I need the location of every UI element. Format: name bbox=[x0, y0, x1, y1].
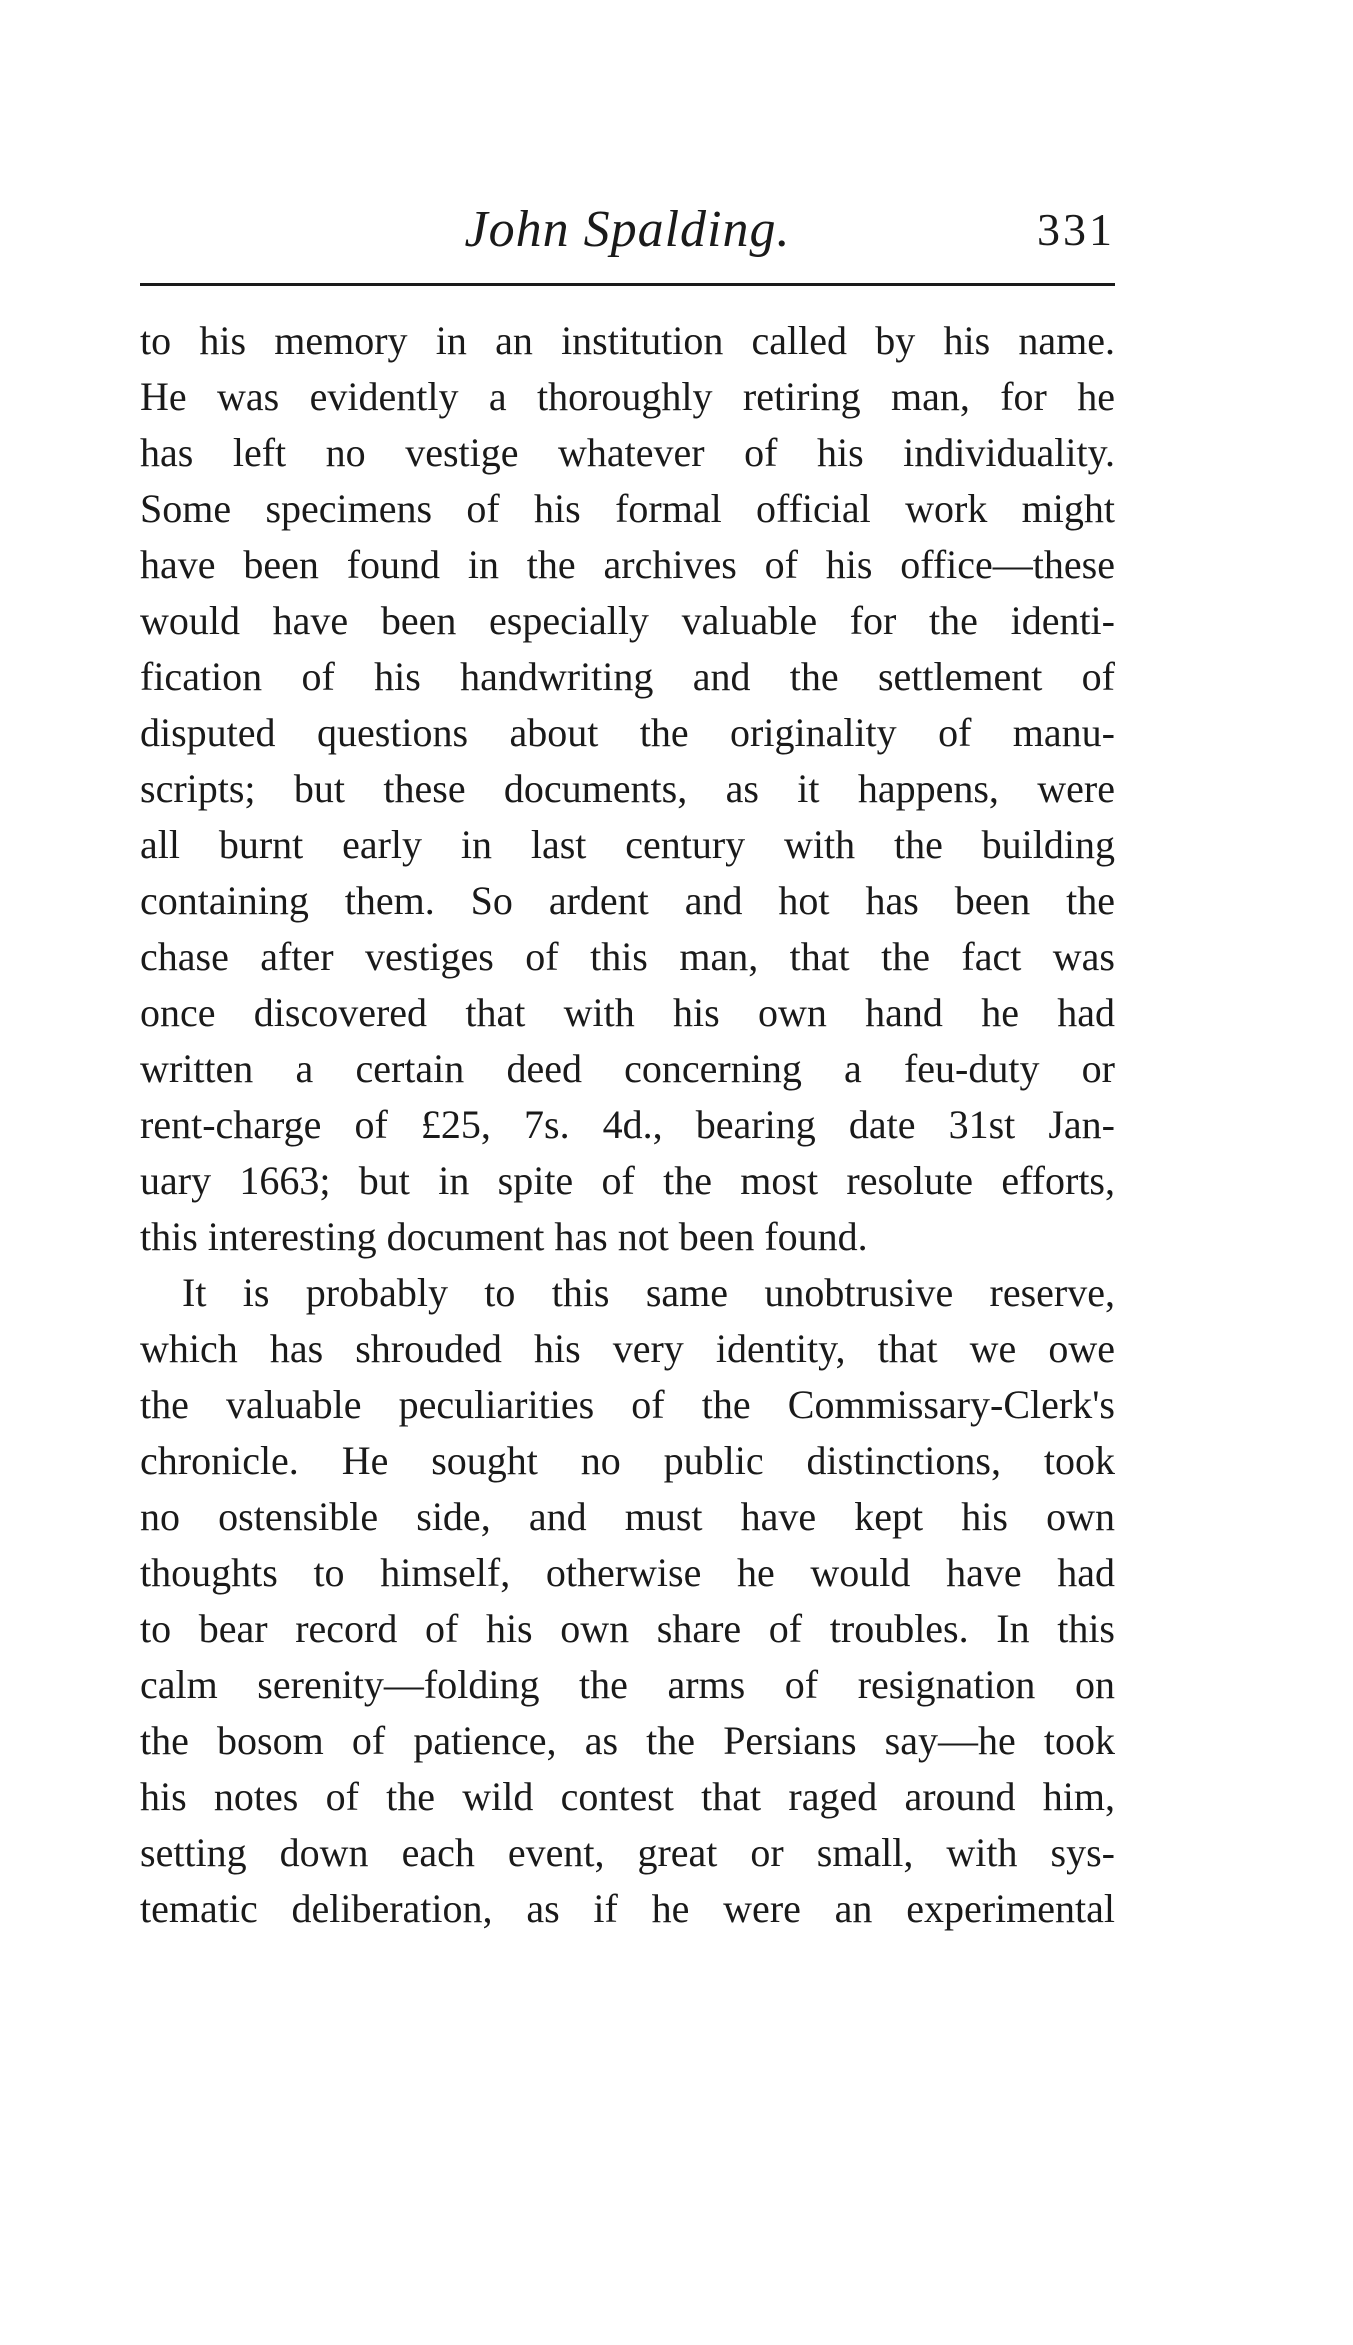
text-line: would have been especially valuable for the identi- bbox=[140, 598, 1115, 643]
text-line: has left no vestige whatever of his individuality. bbox=[140, 430, 1115, 475]
text-line: thoughts to himself, otherwise he would have had bbox=[140, 1550, 1115, 1595]
text-line: this interesting document has not been found. bbox=[140, 1214, 868, 1259]
text-line: no ostensible side, and must have kept his own bbox=[140, 1494, 1115, 1539]
text-line: once discovered that with his own hand he had bbox=[140, 990, 1115, 1035]
text-line: Some specimens of his formal official work might bbox=[140, 486, 1115, 531]
text-line: disputed questions about the originality of manu- bbox=[140, 710, 1115, 755]
text-line: the valuable peculiarities of the Commissary-Clerk's bbox=[140, 1382, 1115, 1427]
running-head bbox=[140, 190, 1115, 270]
text-line: fication of his handwriting and the settlement of bbox=[140, 654, 1115, 699]
text-line: It is probably to this same unobtrusive reserve, bbox=[182, 1270, 1115, 1315]
text-line: all burnt early in last century with the building bbox=[140, 822, 1115, 867]
text-line: setting down each event, great or small, with sys- bbox=[140, 1830, 1115, 1875]
text-line: chronicle. He sought no public distinctions, took bbox=[140, 1438, 1115, 1483]
text-line: rent-charge of £25, 7s. 4d., bearing date 31st Jan- bbox=[140, 1102, 1115, 1147]
text-line: calm serenity—folding the arms of resignation on bbox=[140, 1662, 1115, 1707]
text-line: have been found in the archives of his office—these bbox=[140, 542, 1115, 587]
text-line: containing them. So ardent and hot has been the bbox=[140, 878, 1115, 923]
running-title: John Spalding. bbox=[464, 201, 791, 258]
page-number: 331 bbox=[1037, 204, 1115, 255]
text-line: uary 1663; but in spite of the most resolute efforts, bbox=[140, 1158, 1115, 1203]
text-line: scripts; but these documents, as it happens, were bbox=[140, 766, 1115, 811]
text-line: chase after vestiges of this man, that the fact was bbox=[140, 934, 1115, 979]
text-line: the bosom of patience, as the Persians say—he took bbox=[140, 1718, 1115, 1763]
text-line: tematic deliberation, as if he were an experimental bbox=[140, 1886, 1115, 1931]
text-line: He was evidently a thoroughly retiring man, for he bbox=[140, 374, 1115, 419]
body-text bbox=[140, 313, 1115, 1937]
header-rule bbox=[140, 283, 1115, 286]
text-line: his notes of the wild contest that raged around him, bbox=[140, 1774, 1115, 1819]
text-line: written a certain deed concerning a feu-duty or bbox=[140, 1046, 1115, 1091]
text-line: which has shrouded his very identity, that we owe bbox=[140, 1326, 1115, 1371]
text-line: to his memory in an institution called by his name. bbox=[140, 318, 1115, 363]
text-line: to bear record of his own share of troubles. In this bbox=[140, 1606, 1115, 1651]
